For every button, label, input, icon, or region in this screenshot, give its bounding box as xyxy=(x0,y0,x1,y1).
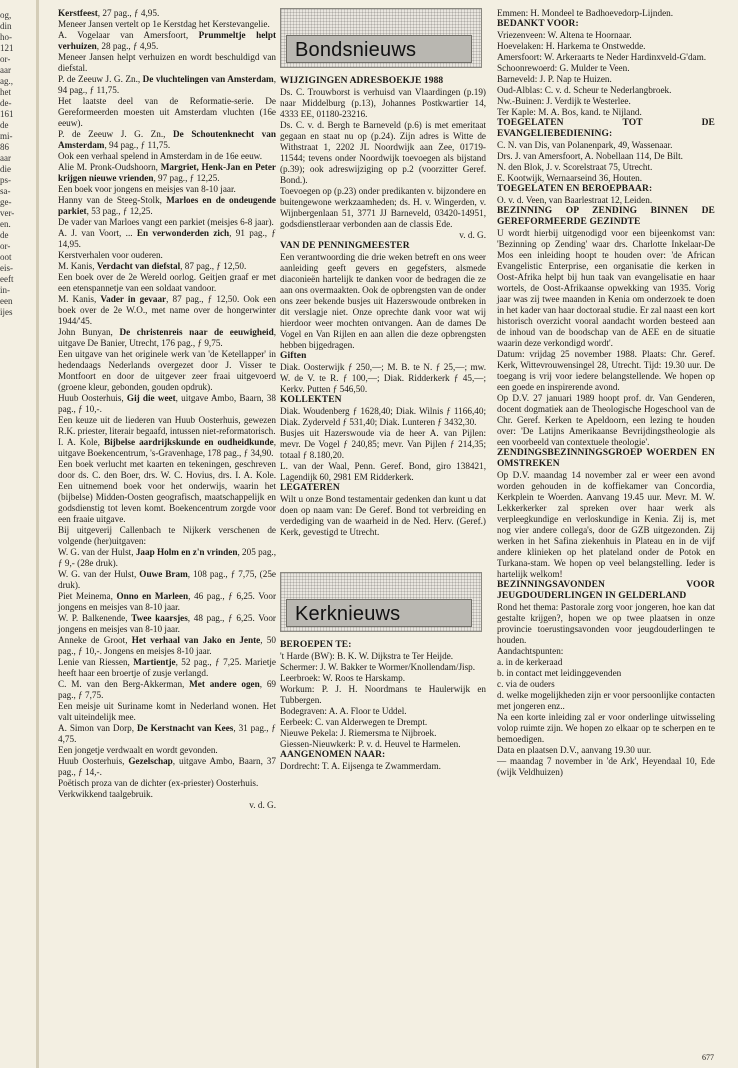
review-entry xyxy=(58,657,276,679)
edge-text-fragment: ijes xyxy=(0,307,13,317)
review-author: M. Kanis, xyxy=(58,261,97,271)
review-entry xyxy=(58,327,276,349)
review-entry xyxy=(58,52,276,74)
book-title: Jaap Holm en z'n vrinden xyxy=(135,547,238,557)
review-author: A. Simon van Dorp, xyxy=(58,723,137,733)
paragraph: L. van der Waal, Penn. Geref. Bond, giro 138421, Lagendijk 60, 2981 EM Ridderkerk. xyxy=(280,461,486,482)
review-author: P. de Zeeuw J. G. Zn., xyxy=(58,129,174,139)
book-title: Margriet, Henk-Jan en Peter krijgen nieuwe vrienden xyxy=(58,162,276,183)
review-entry xyxy=(58,569,276,591)
review-text: , uitgave Ambo, Baarn, 37 pag., ƒ 14,-. xyxy=(58,756,276,777)
review-text: Een keuze uit de liederen van Huub Oosterhuis, gewezen R.K. priester, literair begaafd, intussen niet-reformatorisch. xyxy=(58,415,276,436)
book-title: De Schoutenknecht van Amsterdam xyxy=(58,129,276,150)
list-line: Hoevelaken: H. Harkema te Onstwedde. xyxy=(497,41,646,51)
review-entry xyxy=(58,129,276,151)
list-line: Data en plaatsen D.V., aanvang 19.30 uur. xyxy=(497,745,652,755)
review-author: A. Vogelaar van Amersfoort, xyxy=(58,30,199,40)
review-text: Meneer Jansen vertelt op 1e Kerstdag het Kerstevangelie. xyxy=(58,19,270,29)
edge-text-fragment: in- xyxy=(0,285,10,295)
review-author: Hanny van de Steeg-Stolk, xyxy=(58,195,167,205)
edge-text-fragment: 86 xyxy=(0,142,9,152)
review-entry xyxy=(58,437,276,459)
review-text: , 91 pag., ƒ 14,95. xyxy=(58,228,276,249)
list-line: E. Kootwijk, Wernaarseind 36, Houten. xyxy=(497,173,643,183)
edge-text-fragment: aar xyxy=(0,153,11,163)
list-line: N. den Blok, J. v. Scorelstraat 75, Utrecht. xyxy=(497,162,653,172)
section-heading: Giften xyxy=(280,351,307,361)
edge-text-fragment: ag., xyxy=(0,76,13,86)
paragraph: Dordrecht: T. A. Eijsenga te Zwammerdam. xyxy=(280,761,441,771)
paragraph: Busjes uit Hazerswoude via de heer A. van Pijlen: mevr. De Vogel ƒ 240,85; mevr. Van Pijlen ƒ 214,35; totaal ƒ 8.180,20. xyxy=(280,428,486,460)
page-number: 677 xyxy=(702,1053,714,1062)
review-author: Anneke de Groot, xyxy=(58,635,132,645)
bondsnieuws-banner xyxy=(280,8,482,68)
review-text: , 97 pag., ƒ 12,25. xyxy=(153,173,220,183)
review-text: Ook een verhaal spelend in Amsterdam in de 16e eeuw. xyxy=(58,151,263,161)
review-entry xyxy=(58,679,276,701)
list-line: Oud-Alblas: C. v. d. Scheur te Nederlangbroek. xyxy=(497,85,672,95)
review-entry xyxy=(58,723,276,745)
list-line: Eerbeek: C. van Alderwegen te Drempt. xyxy=(280,717,428,727)
list-line: Schermer: J. W. Bakker te Wormer/Knollendam/Jisp. xyxy=(280,662,476,672)
edge-text-fragment: oot xyxy=(0,252,12,262)
list-line: Bodegraven: A. A. Floor te Uddel. xyxy=(280,706,407,716)
book-title: Vader in gevaar xyxy=(100,294,167,304)
review-text: , 28 pag., ƒ 4,95. xyxy=(96,41,159,51)
list-line: Na een korte inleiding zal er voor onderlinge uitwisseling volop ruimte zijn. We hopen zo elkaar op te scherpen en te bemoedigen. xyxy=(497,712,715,744)
review-text: , 53 pag., ƒ 12,25. xyxy=(86,206,153,216)
review-text: Een meisje uit Suriname komt in Nederland wonen. Het valt uiteindelijk mee. xyxy=(58,701,276,722)
review-author: Huub Oosterhuis, xyxy=(58,756,129,766)
edge-text-fragment: or- xyxy=(0,241,11,251)
book-title: Kerstfeest xyxy=(58,8,98,18)
review-text: , 69 pag., ƒ 7,75. xyxy=(58,679,277,700)
review-text: Het laatste deel van de Reformatie-serie. De Gereformeerden moesten uit Amsterdam vluchten (16e eeuw). xyxy=(58,96,276,128)
list-line: U wordt hierbij uitgenodigd voor een bijeenkomst van: 'Bezinning op Zending' waar drs. Charlotte Inkelaar-De Mos een inleiding hoopt te houden over: 'de African Evangelistic Enterprise, een organisatie die kerken in Oost-Afrika helpt bij hun taak van evangelisatie en haar wortels, de Oost-Afrikaanse opwekking van 1935. Vorig jaar was zij twee maanden in Kenia om onderzoek te doen in het kader van haar doctoraal studie. Er zal naast een kort historisch overzicht vooral aandacht worden besteed aan de inhoud van de boodschap van de AEE en de situatie waarin deze verkondigd wordt'. xyxy=(497,228,715,348)
review-entry xyxy=(58,74,276,96)
review-author: W. G. van der Hulst, xyxy=(58,569,140,579)
review-entry xyxy=(58,701,276,723)
review-entry xyxy=(58,8,276,19)
list-line: c. via de ouders xyxy=(497,679,555,689)
section-heading: WIJZIGINGEN ADRESBOEKJE 1988 xyxy=(280,76,444,86)
review-entry xyxy=(58,756,276,778)
list-line: Giessen-Nieuwkerk: P. v. d. Heuvel te Harmelen. xyxy=(280,739,461,749)
review-text: Een boek verlucht met kaarten en tekeningen, geschreven door ds. C. den Boer, drs. W. C. Hovius, drs. I. A. Kole. Een uitnemend boek voor het onderwijs, waarin het (bijbelse) Midden-Oosten geografisch, maatschappelijk en godsdienstig tot leven komt. Boekencentrum zorgde voor een fraaie uitgave. xyxy=(58,459,276,524)
bondsnieuws-column xyxy=(280,8,486,772)
kerknieuws-column xyxy=(497,8,715,778)
book-title: Gij die weet xyxy=(126,393,176,403)
review-entry xyxy=(58,151,276,162)
edge-text-fragment: og, xyxy=(0,10,12,20)
section-heading: ZENDINGSBEZINNINGSGROEP WOERDEN EN OMSTREKEN xyxy=(497,448,715,469)
book-title: Onno en Marleen xyxy=(116,591,189,601)
review-entry xyxy=(58,459,276,525)
review-entry xyxy=(58,96,276,129)
review-text: Meneer Jansen helpt verhuizen en wordt beschuldigd van diefstal. xyxy=(58,52,276,73)
review-entry xyxy=(58,30,276,52)
section-heading: TOEGELATEN TOT DE EVANGELIEBEDIENING: xyxy=(497,118,715,139)
review-author: Alie M. Pronk-Oudshoorn, xyxy=(58,162,161,172)
review-text: Een boek over de 2e Wereld oorlog. Geitjen graaf er met een etenspannetje van een soldaat vandoor. xyxy=(58,272,276,293)
section-heading: BEROEPEN TE: xyxy=(280,640,352,650)
list-line: Amersfoort: W. Arkeraarts te Neder Hardinxveld-G'dam. xyxy=(497,52,707,62)
edge-text-fragment: de xyxy=(0,230,9,240)
review-text: , 52 pag., ƒ 7,25. Marietje heeft haar een broertje of zusje verlangd. xyxy=(58,657,276,678)
book-title: Marloes en de ondeugende parkiet xyxy=(58,195,276,216)
review-author: I. A. Kole, xyxy=(58,437,104,447)
list-line: Ter Kaple: M. A. Bos, kand. te Nijland. xyxy=(497,107,642,117)
book-title: Ouwe Bram xyxy=(139,569,188,579)
edge-text-fragment: eeft xyxy=(0,274,14,284)
review-entry xyxy=(58,162,276,184)
review-author: P. de Zeeuw J. G. Zn., xyxy=(58,74,143,84)
review-text: Een jongetje verdwaalt en wordt gevonden. xyxy=(58,745,218,755)
review-author: W. P. Balkenende, xyxy=(58,613,132,623)
review-text: Een uitgave van het originele werk van 'de Ketellapper' in hedendaags Nederlands overgezet door J. Visser te Montfoort en door de uitgever zeer fraai uitgevoerd (groene kleur, gebonden, gouden opdruk). xyxy=(58,349,276,392)
section-heading: BEDANKT VOOR: xyxy=(497,19,579,29)
book-title: Gezelschap xyxy=(128,756,173,766)
book-title: De christenreis naar de eeuwigheid xyxy=(119,327,274,337)
review-text: , 87 pag., ƒ 12,50. xyxy=(180,261,247,271)
list-line: Op D.V. 27 januari 1989 hoopt prof. dr. Van Genderen, docent dogmatiek aan de Theologische Hogeschool van de Chr. Geref. Kerken te Apeldoorn, een lezing te houden over: 'De Latijns Amerikaanse Bevrijdingstheologie als een voorbeeld van contextuele theologie'. xyxy=(497,393,715,447)
list-line: a. in de kerkeraad xyxy=(497,657,563,667)
book-title: De Kerstnacht van Kees xyxy=(136,723,234,733)
review-entry xyxy=(58,195,276,217)
review-text: Bij uitgeverij Callenbach te Nijkerk verschenen de volgende (her)uitgaven: xyxy=(58,525,276,546)
list-line: Drs. J. van Amersfoort, A. Nobellaan 114, De Bilt. xyxy=(497,151,683,161)
edge-text-fragment: ho- xyxy=(0,32,12,42)
list-line: Rond het thema: Pastorale zorg voor jongeren, hoe kan dat gestalte krijgen?, hopen we op twee plaatsen in onze provincie toerustingsavonden voor jeugdouderlingen te houden. xyxy=(497,602,715,645)
review-text: , uitgave De Banier, Utrecht, 176 pag., ƒ 9,75. xyxy=(58,327,276,348)
paragraph: Toevoegen op (p.23) onder predikanten v. bijzondere en buitengewone werkzaamheden; ds. H. v. Wingerden, v. Wijnbergenlaan 51, 3771 JJ Barneveld, 03420-14951, godsdienstleraar verbonden aan de classis Ede. xyxy=(280,186,486,229)
review-text: De vader van Marloes vangt een parkiet (meisjes 6-8 jaar). xyxy=(58,217,274,227)
section-heading: TOEGELATEN EN BEROEPBAAR: xyxy=(497,184,653,194)
author-signature: v. d. G. xyxy=(249,800,276,810)
section-heading: LEGATEREN xyxy=(280,483,340,493)
edge-text-fragment: die xyxy=(0,164,11,174)
edge-text-fragment: 121 xyxy=(0,43,14,53)
review-text: Verkwikkend taalgebruik. xyxy=(58,789,153,799)
book-reviews-column xyxy=(58,8,276,811)
paragraph: Emmen: H. Mondeel te Badhoevedorp-Lijnden. xyxy=(497,8,674,18)
kerknieuws-banner xyxy=(280,572,482,632)
review-author: Huub Oosterhuis, xyxy=(58,393,127,403)
review-text: , 50 pag., ƒ 10,-. Jongens en meisjes 8-10 jaar. xyxy=(58,635,276,656)
book-title: Bijbelse aardrijkskunde en oudheidkunde xyxy=(103,437,274,447)
review-author: John Bunyan, xyxy=(58,327,120,337)
paragraph: Wilt u onze Bond testamentair gedenken dan kunt u dat doen op naam van: De Geref. Bond tot verbreiding en verdediging van de waarheid in de Ned. Herv. (Geref.) Kerk, gevestigd te Utrecht. xyxy=(280,494,486,537)
book-title: Met andere ogen xyxy=(189,679,260,689)
review-entry xyxy=(58,613,276,635)
review-author: A. J. van Voort, ... xyxy=(58,228,137,238)
review-text: , 108 pag., ƒ 7,75, (25e druk). xyxy=(58,569,277,590)
review-text: , uitgave Ambo, Baarn, 38 pag., ƒ 10,-. xyxy=(58,393,276,414)
review-entry xyxy=(58,228,276,250)
review-entry xyxy=(58,591,276,613)
review-author: M. Kanis, xyxy=(58,294,101,304)
edge-text-fragment: mi- xyxy=(0,131,13,141)
review-text: , 94 pag., ƒ 11,75. xyxy=(58,74,276,95)
review-author: C. M. van den Berg-Akkerman, xyxy=(58,679,190,689)
paragraph: Ds. C. Trouwborst is verhuisd van Vlaardingen (p.19) naar Middelburg (p.13), Johannes Postkwartier 14, 4333 EE, 01180-23216. xyxy=(280,87,486,119)
list-line: Nw.-Buinen: J. Verdijk te Westerlee. xyxy=(497,96,631,106)
review-entry xyxy=(58,393,276,415)
edge-text-fragment: 161 xyxy=(0,109,14,119)
review-text: Een boek voor jongens en meisjes van 8-10 jaar. xyxy=(58,184,236,194)
paragraph: Een verantwoording die drie weken betreft en ons weer aanleiding geeft gevers en gegefsters, alsmede diaconieën hartelijk te danken voor de bedragen die ze aan ons overmaakten. Ook de opbrengsten van de onder ons zeer bekende busjes uit Hazerswoude ontbreken in dit verslagje niet. Onze oprechte dank voor wat wij hierdoor weer mochten ontvangen. Aan de dames De Vogel en Van Rijlen en aan allen die deze opbrengsten hebben bijgedragen. xyxy=(280,252,486,350)
review-text: Poëtisch proza van de dichter (ex-priester) Oosterhuis. xyxy=(58,778,259,788)
review-author: W. G. van der Hulst, xyxy=(58,547,136,557)
review-entry xyxy=(58,261,276,272)
review-entry xyxy=(58,19,276,30)
list-line: Workum: P. J. H. Noordmans te Haulerwijk en Tubbergen. xyxy=(280,684,486,705)
list-line: Datum: vrijdag 25 november 1988. Plaats: Chr. Geref. Kerk, Wittevrouwensingel 28, Utrecht. Tijd: 19.30 uur. De toegang is vrij voor iedere belangstellende. We hopen op een goede en inspirerende avond. xyxy=(497,349,715,392)
page-spine xyxy=(36,0,39,1068)
edge-text-fragment: een xyxy=(0,296,13,306)
review-text: , 46 pag., ƒ 6,25. Voor jongens en meisjes van 8-10 jaar. xyxy=(58,591,277,612)
edge-text-fragment: eis- xyxy=(0,263,13,273)
review-entry xyxy=(58,778,276,789)
edge-text-fragment: en. xyxy=(0,219,11,229)
list-line: d. welke mogelijkheden zijn er voor persoonlijke contacten met jongeren enz.. xyxy=(497,690,715,711)
book-title: Martientje xyxy=(133,657,176,667)
book-title: De vluchtelingen van Amsterdam xyxy=(142,74,274,84)
edge-text-fragment: de xyxy=(0,120,9,130)
list-line: Nieuwe Pekela: J. Riemersma te Nijbroek. xyxy=(280,728,437,738)
edge-text-fragment: ver- xyxy=(0,208,15,218)
review-author: Lenie van Riessen, xyxy=(58,657,134,667)
review-text: , 205 pag., ƒ 9,- (28e druk). xyxy=(58,547,277,568)
bondsnieuws-title: Bondsnieuws xyxy=(286,35,472,63)
list-line: Barneveld: J. P. Nap te Huizen. xyxy=(497,74,612,84)
edge-text-fragment: het xyxy=(0,87,11,97)
edge-text-fragment: aar xyxy=(0,65,11,75)
list-line: Vriezenveen: W. Altena te Hoornaar. xyxy=(497,30,632,40)
list-line: Leerbroek: W. Roos te Harskamp. xyxy=(280,673,406,683)
paragraph: Ds. C. v. d. Bergh te Barneveld (p.6) is met emeritaat gegaan en staat nu op (p.24). Zijn adres is Witte de Withstraat 1, 2202 JL Noordwijk aan Zee, 01719-11544; tevens onder Noordwijk toevoegen als bijstand (p.39); ook adreswijziging op p.2 (voorzitter Geref. Bond.). xyxy=(280,120,486,185)
edge-text-fragment: sa- xyxy=(0,186,11,196)
section-heading: VAN DE PENNINGMEESTER xyxy=(280,241,410,251)
list-line: — maandag 7 november in 'de Ark', Heyendaal 10, Ede (wijk Veldhuizen) xyxy=(497,756,715,777)
review-entry xyxy=(58,745,276,756)
paragraph: Diak. Oosterwijk ƒ 250,—; M. B. te N. ƒ 25,—; mw. W. de V. te R. ƒ 100,—; Diak. Ridderkerk ƒ 45,—; Kerkv. Putten ƒ 546,50. xyxy=(280,362,486,394)
review-entry xyxy=(58,635,276,657)
edge-text-fragment: ge- xyxy=(0,197,12,207)
review-entry xyxy=(58,547,276,569)
list-line: 't Harde (BW): B. K. W. Dijkstra te Ter Heijde. xyxy=(280,651,454,661)
list-line: Aandachtspunten: xyxy=(497,646,564,656)
book-title: Het verhaal van Jako en Jente xyxy=(131,635,261,645)
review-text: , 87 pag., ƒ 12,50. Ook een boek over de 2e W.O., met name over de hongerwinter 1944/'45. xyxy=(58,294,276,326)
review-author: Piet Meinema, xyxy=(58,591,117,601)
review-entry xyxy=(58,415,276,437)
paragraph: Diak. Woudenberg ƒ 1628,40; Diak. Wilnis ƒ 1166,40; Diak. Zyderveld ƒ 531,40; Diak. Lunteren ƒ 3432,30. xyxy=(280,406,486,427)
review-entry xyxy=(58,184,276,195)
review-entry xyxy=(58,294,276,327)
author-signature: v. d. G. xyxy=(459,230,486,240)
section-heading: BEZINNING OP ZENDING BINNEN DE GEREFORMEERDE GEZINDTE xyxy=(497,206,715,227)
review-text: Kerstverhalen voor ouderen. xyxy=(58,250,163,260)
edge-text-fragment: de- xyxy=(0,98,12,108)
list-line: C. N. van Dis, van Polanenpark, 49, Wassenaar. xyxy=(497,140,673,150)
review-entry xyxy=(58,217,276,228)
paragraph: Op D.V. maandag 14 november zal er weer een avond worden gehouden in de koffiekamer van Concordia, Kerkplein te Woerden. Aanvang 19.45 uur. Mevr. M. W. Lekkerkerker zal spreken over haar werk als verpleegkundige en verloskundige in Kenia. Zij is, met nog vier andere collega's, door de GZB uitgezonden. Zij werken in het Safina ziekenhuis in Plateau en in de vijf andere klinieken op het plateland onder de Potok en Turkana-stam. We hopen op veel belangstelling. Ieder is hartelijk welkom! xyxy=(497,470,715,579)
review-entry xyxy=(58,525,276,547)
list-line: Schoonrewoerd: G. Mulder te Veen. xyxy=(497,63,630,73)
edge-text-fragment: ps- xyxy=(0,175,11,185)
kerknieuws-title: Kerknieuws xyxy=(286,599,472,627)
review-entry xyxy=(58,789,276,800)
book-title: En verwonderden zich xyxy=(136,228,230,238)
section-heading: KOLLEKTEN xyxy=(280,395,342,405)
section-heading: BEZINNINGSAVONDEN VOOR JEUGDOUDERLINGEN IN GELDERLAND xyxy=(497,580,715,601)
review-text: , uitgave Boekencentrum, 's-Gravenhage, 178 pag., ƒ 34,90. xyxy=(58,437,276,458)
review-text: , 27 pag., ƒ 4,95. xyxy=(97,8,160,18)
edge-text-fragment: or- xyxy=(0,54,11,64)
edge-text-fragment: din xyxy=(0,21,12,31)
review-text: , 31 pag., ƒ 4,75. xyxy=(58,723,276,744)
review-entry xyxy=(58,250,276,261)
list-line: b. in contact met leidinggevenden xyxy=(497,668,622,678)
book-title: Twee kaarsjes xyxy=(131,613,188,623)
review-entry xyxy=(58,272,276,294)
section-heading: AANGENOMEN NAAR: xyxy=(280,750,386,760)
left-page-edge xyxy=(0,10,34,1060)
paragraph: O. v. d. Veen, van Baarlestraat 12, Leiden. xyxy=(497,195,653,205)
review-text: , 94 pag., ƒ 11,75. xyxy=(104,140,171,150)
book-title: Prummeltje helpt verhuizen xyxy=(58,30,276,51)
review-text: , 48 pag., ƒ 6,25. Voor jongens en meisjes van 8-10 jaar. xyxy=(58,613,276,634)
review-entry xyxy=(58,349,276,393)
book-title: Verdacht van diefstal xyxy=(96,261,181,271)
